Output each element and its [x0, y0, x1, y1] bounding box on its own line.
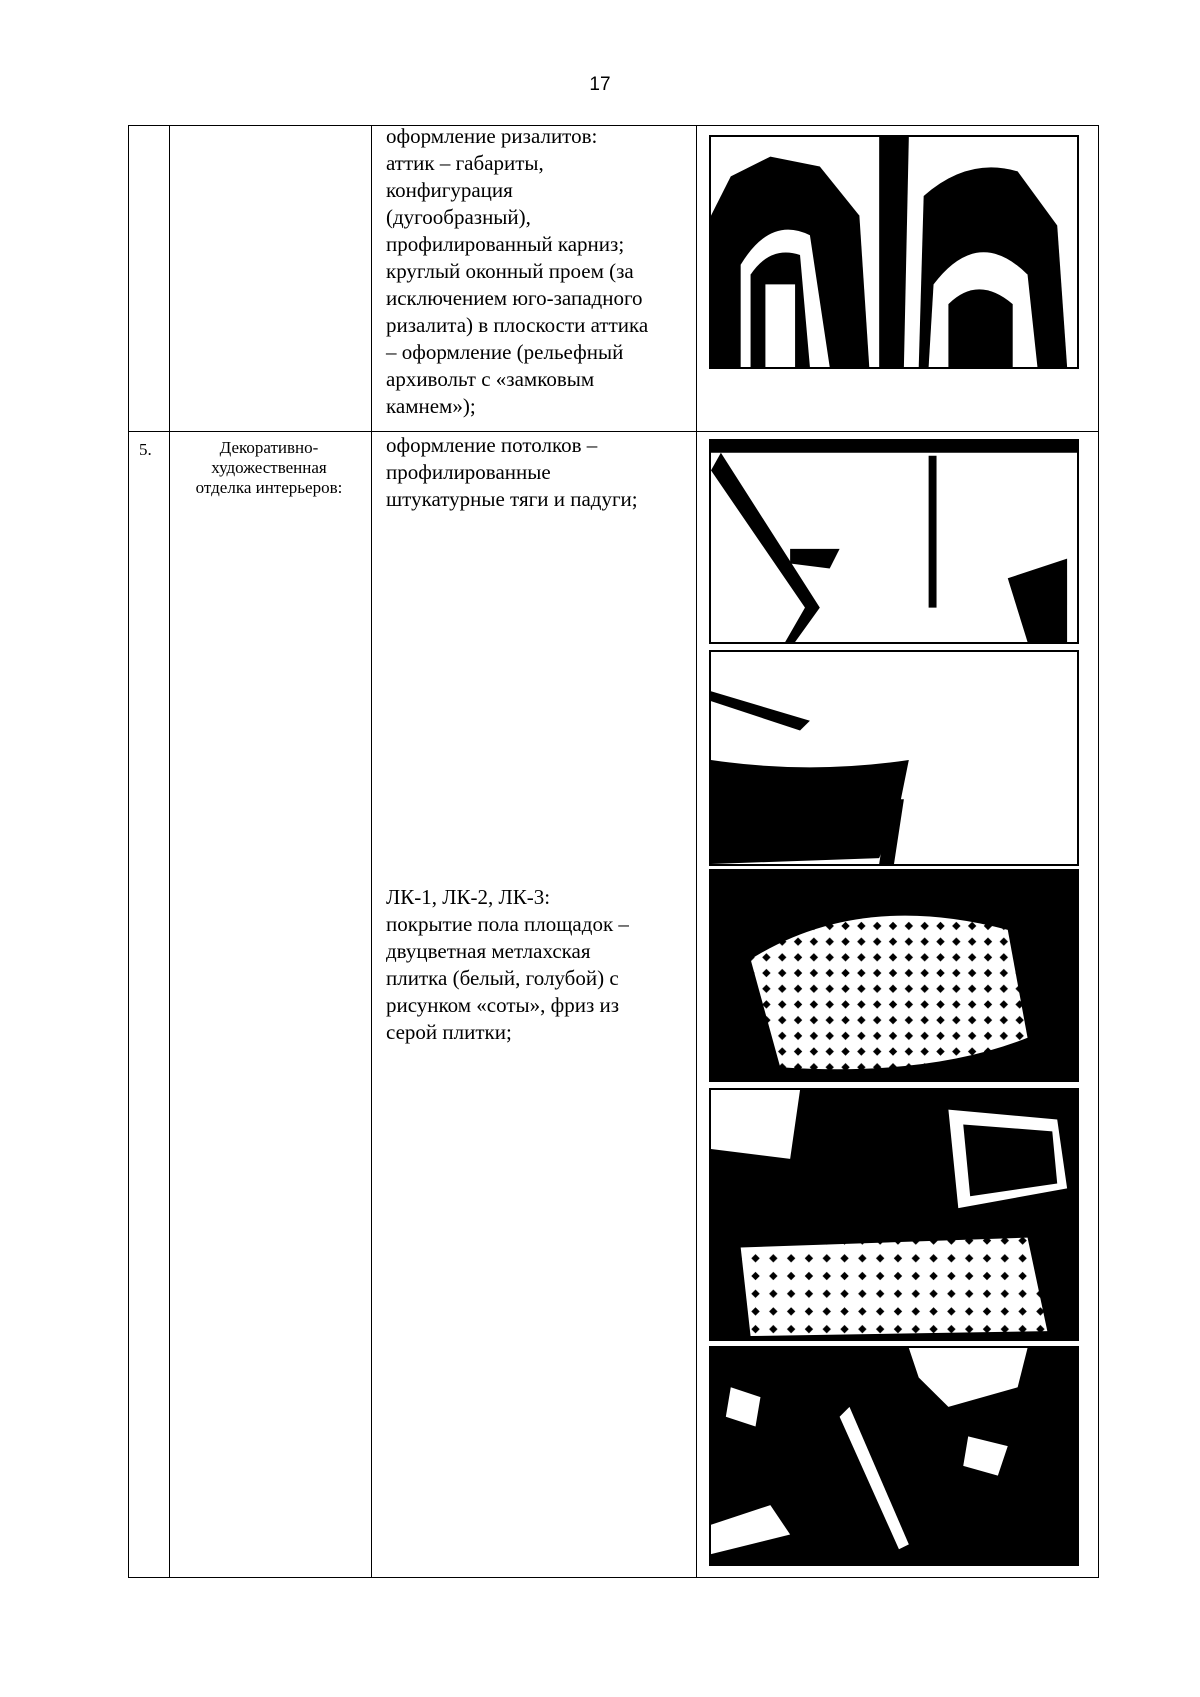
document-table — [128, 125, 1099, 1578]
photo-ceiling-2 — [709, 650, 1079, 866]
ceiling-description: оформление потолков – профилированные штукатурные тяги и падуги; — [386, 433, 638, 511]
row-number: 5. — [139, 440, 152, 459]
photo-ceiling-1 — [709, 439, 1079, 644]
photo-stairs — [709, 1346, 1079, 1566]
photo-facade-risalits — [709, 135, 1079, 369]
table-column-divider — [169, 126, 170, 1577]
floor-description: ЛК-1, ЛК-2, ЛК-3: покрытие пола площадок – двуцветная метлахская плитка (белый, голубой) с рисунком «соты», фриз из серой плитки; — [386, 885, 629, 1044]
section-title: Декоративно- художественная отделка интерьеров: — [195, 438, 343, 497]
facade-description: оформление ризалитов: аттик – габариты, конфигурация (дугообразный), профилированный карниз; круглый оконный проем (за исключением юго-западного ризалита) в плоскости аттика – оформление (рельефный архивольт с «замковым камнем»); — [386, 124, 649, 418]
photo-floor-tiles-2 — [709, 1088, 1079, 1341]
table-column-divider — [371, 126, 372, 1577]
page-number: 17 — [589, 74, 611, 95]
photo-floor-tiles-1 — [709, 869, 1079, 1082]
